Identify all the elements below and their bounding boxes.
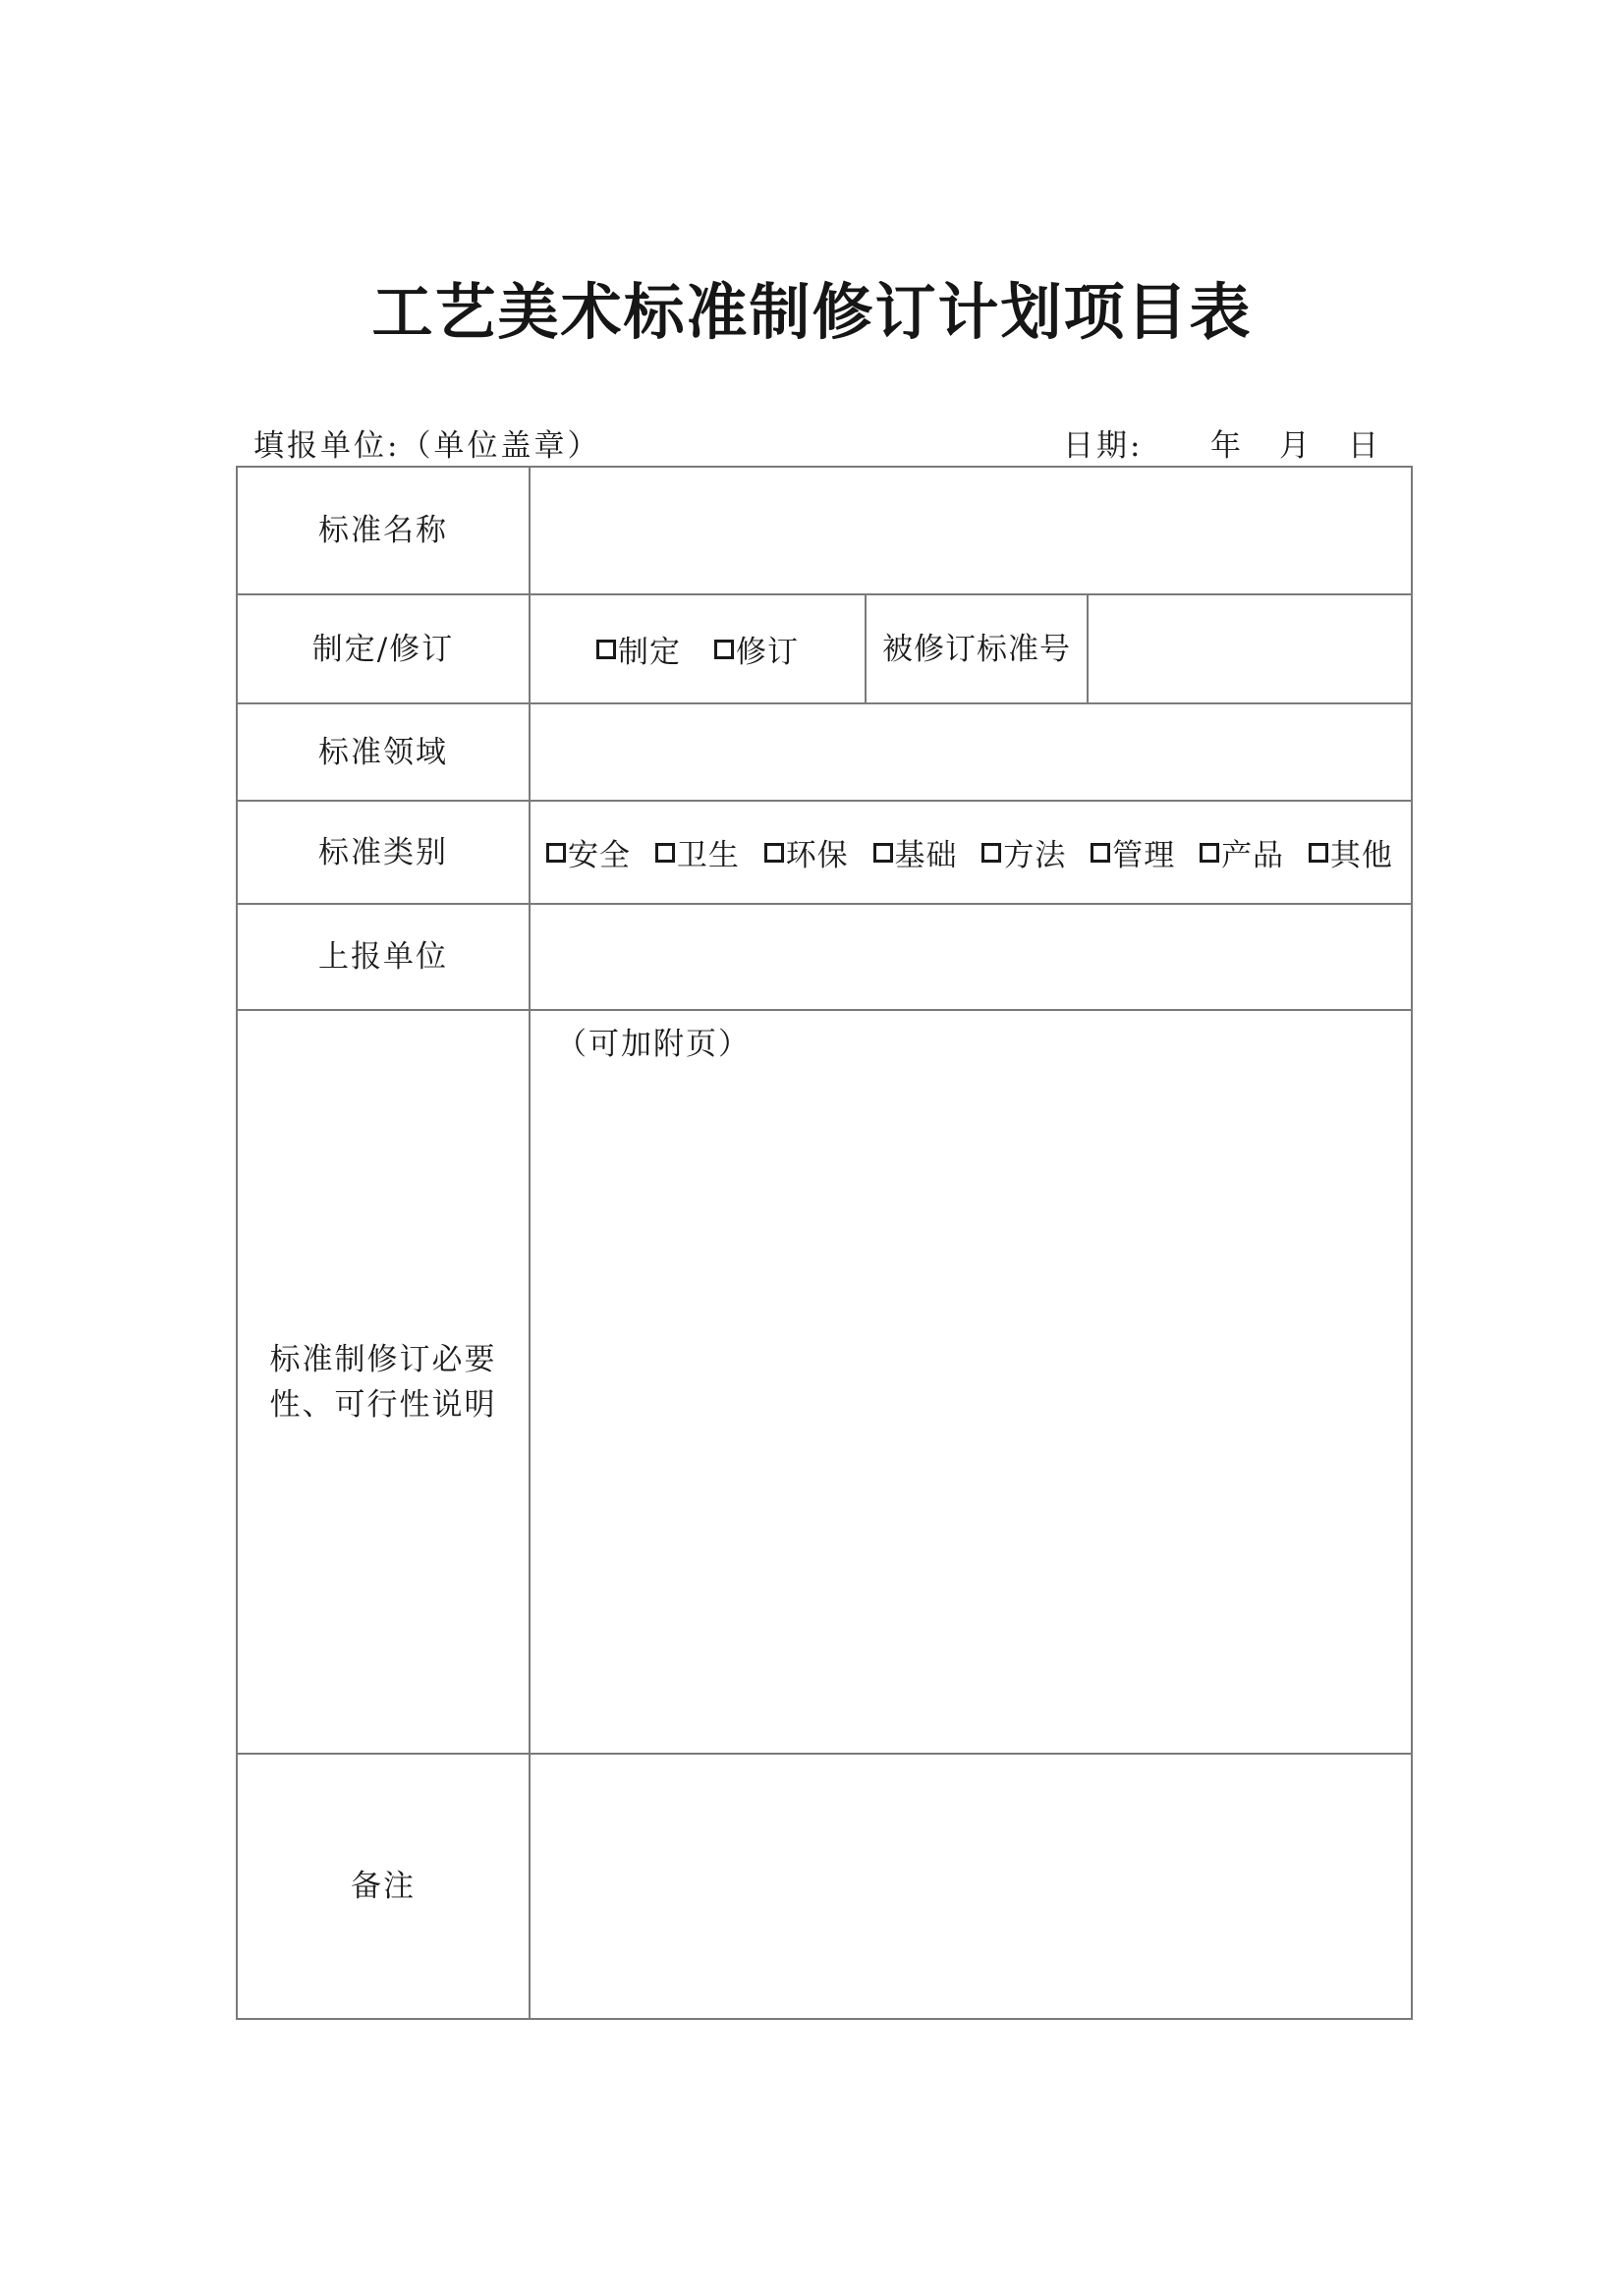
checkbox-square-icon xyxy=(873,843,893,863)
remarks-label: 备注 xyxy=(238,1755,531,2018)
standard-category-cell xyxy=(531,802,1411,903)
category-option-label: 环保 xyxy=(785,838,849,873)
necessity-label-text: 标准制修订必要性、可行性说明 xyxy=(269,1341,497,1423)
row-standard-field xyxy=(238,704,1411,802)
checkbox-square-icon xyxy=(714,640,734,659)
category-option-label: 产品 xyxy=(1221,838,1285,873)
row-revise-type xyxy=(238,595,1411,704)
checkbox-category-environment[interactable] xyxy=(764,830,849,874)
reporting-unit-label: 上报单位 xyxy=(238,905,531,1009)
checkbox-category-safety[interactable] xyxy=(546,830,631,874)
standard-field-field[interactable] xyxy=(531,704,1411,800)
checkbox-square-icon xyxy=(596,640,616,659)
revised-standard-no-label: 被修订标准号 xyxy=(865,595,1089,702)
reporting-unit-header: 填报单位:（单位盖章） xyxy=(253,428,601,464)
revise-type-cell xyxy=(531,595,1411,702)
row-standard-name xyxy=(238,468,1411,595)
row-reporting-unit xyxy=(238,905,1411,1011)
checkbox-revise-label: 修订 xyxy=(736,635,799,670)
date-label: 日期: xyxy=(1063,428,1144,464)
year-label: 年 xyxy=(1210,428,1244,464)
necessity-label xyxy=(238,1011,531,1753)
category-option-label: 其他 xyxy=(1329,838,1393,873)
category-option-label: 安全 xyxy=(568,838,631,873)
row-remarks xyxy=(238,1755,1411,2018)
revise-type-label: 制定/修订 xyxy=(238,595,531,702)
checkbox-square-icon xyxy=(1309,843,1328,863)
checkbox-category-other[interactable] xyxy=(1309,830,1393,874)
checkbox-category-method[interactable] xyxy=(981,830,1066,874)
month-label: 月 xyxy=(1279,428,1313,464)
project-form-table xyxy=(236,466,1413,2020)
row-standard-category xyxy=(238,802,1411,905)
checkbox-square-icon xyxy=(1091,843,1110,863)
checkbox-revise[interactable] xyxy=(714,627,799,671)
standard-name-label: 标准名称 xyxy=(238,468,531,593)
revise-options xyxy=(531,595,865,702)
checkbox-formulate[interactable] xyxy=(596,627,681,671)
checkbox-category-hygiene[interactable] xyxy=(655,830,740,874)
category-option-label: 方法 xyxy=(1003,838,1067,873)
category-options xyxy=(531,802,1411,903)
standard-field-label: 标准领域 xyxy=(238,704,531,800)
checkbox-square-icon xyxy=(764,843,784,863)
checkbox-square-icon xyxy=(546,843,566,863)
checkbox-square-icon xyxy=(655,843,675,863)
category-option-label: 卫生 xyxy=(676,838,740,873)
checkbox-square-icon xyxy=(1200,843,1219,863)
date-header xyxy=(1063,420,1381,465)
checkbox-formulate-label: 制定 xyxy=(618,635,681,670)
necessity-field[interactable] xyxy=(531,1011,1411,1753)
attachment-note: （可加附页） xyxy=(556,1027,751,1062)
category-option-label: 基础 xyxy=(894,838,958,873)
category-option-label: 管理 xyxy=(1112,838,1176,873)
reporting-unit-field[interactable] xyxy=(531,905,1411,1009)
page-title: 工艺美术标准制修订计划项目表 xyxy=(371,276,1253,348)
day-label: 日 xyxy=(1348,428,1381,464)
standard-category-label: 标准类别 xyxy=(238,802,531,903)
checkbox-category-basic[interactable] xyxy=(873,830,958,874)
checkbox-category-product[interactable] xyxy=(1200,830,1284,874)
standard-name-field[interactable] xyxy=(531,468,1411,593)
revised-standard-no-field[interactable] xyxy=(1089,595,1411,702)
remarks-field[interactable] xyxy=(531,1755,1411,2018)
row-necessity xyxy=(238,1011,1411,1755)
checkbox-category-management[interactable] xyxy=(1091,830,1175,874)
checkbox-square-icon xyxy=(981,843,1001,863)
